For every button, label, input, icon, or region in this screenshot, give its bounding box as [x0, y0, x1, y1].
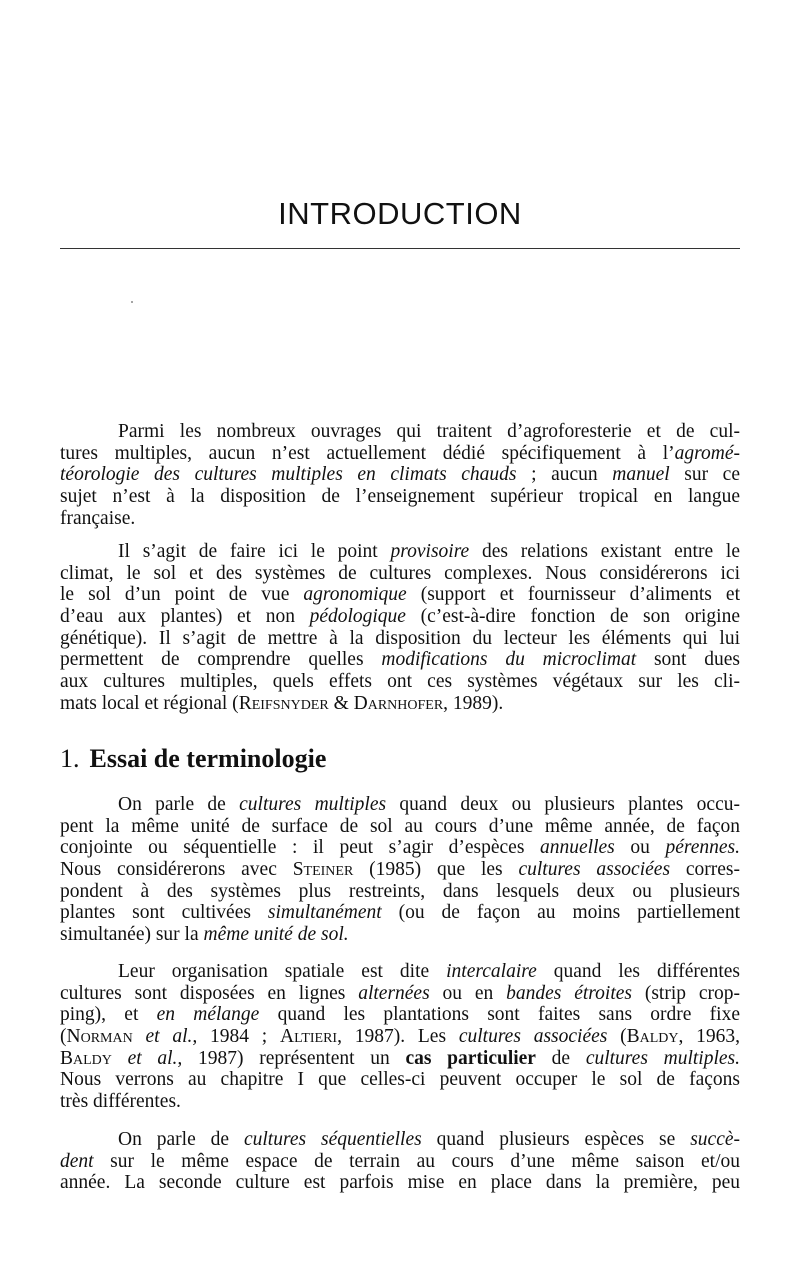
text-line	[60, 464, 740, 486]
author-name: Steiner	[292, 859, 354, 881]
text-run: On parle de	[118, 794, 240, 815]
text-line	[60, 541, 740, 563]
text-run: aux cultures multiples, quels effets ont ces systèmes végétaux sur les cli-	[60, 671, 740, 693]
text-run: plantes sont cultivées	[60, 902, 268, 924]
text-run: très différentes.	[60, 1091, 181, 1113]
text-run: simultanée) sur la	[60, 924, 204, 946]
text-run: quand les différentes	[536, 961, 740, 982]
text-line	[60, 421, 740, 443]
scan-speck	[131, 301, 133, 303]
text-run: ; aucun	[516, 464, 613, 486]
paragraph-terminology-2	[60, 961, 740, 1113]
text-run: On parle de	[118, 1129, 244, 1150]
text-run: d’eau aux plantes) et non	[60, 606, 310, 628]
text-run: tures multiples, aucun n’est actuellement dédié spécifiquement à l’	[60, 442, 675, 464]
italic-text: et al.,	[145, 1026, 198, 1048]
text-line	[60, 628, 740, 650]
text-run: permettent de comprendre quelles	[60, 649, 382, 671]
italic-text: agromé-	[674, 442, 740, 464]
text-line	[60, 649, 740, 671]
text-run: 1987) représentent un	[182, 1047, 406, 1069]
author-name: Baldy	[626, 1026, 679, 1048]
italic-text: et al.,	[127, 1047, 183, 1069]
section-heading	[60, 744, 326, 774]
text-run: française.	[60, 507, 136, 529]
text-run: cultures sont disposées en lignes	[60, 982, 359, 1004]
text-run: , 1989).	[443, 692, 504, 714]
text-run: (1985) que les	[353, 859, 519, 881]
author-name: Norman	[66, 1026, 133, 1048]
text-run: (ou de façon au moins partiellement	[381, 902, 740, 924]
section-number: 1.	[60, 744, 80, 773]
text-line	[60, 486, 740, 508]
text-run: (support et fournisseur d’aliments et	[406, 584, 740, 606]
paragraph-intro-1	[60, 421, 740, 529]
text-run: mats local et régional (	[60, 692, 239, 714]
text-run: conjointe ou séquentielle : il peut s’agir d’espèces	[60, 837, 541, 859]
text-line	[60, 1026, 740, 1048]
text-line	[60, 508, 740, 530]
italic-text: cultures multiples	[239, 794, 387, 815]
page-title: INTRODUCTION	[278, 196, 522, 231]
italic-text: simultanément	[267, 902, 382, 924]
text-line	[60, 902, 740, 924]
italic-text: succè-	[690, 1129, 741, 1150]
text-run: Nous verrons au chapitre I que celles-ci peuvent occuper le sol de façons	[60, 1069, 740, 1091]
text-line	[60, 1129, 740, 1151]
author-name: Baldy	[60, 1047, 112, 1069]
text-line	[60, 983, 740, 1005]
text-line	[60, 563, 740, 585]
text-line	[60, 584, 740, 606]
italic-text: dent	[60, 1150, 94, 1172]
bold-text: cas particulier	[405, 1047, 536, 1069]
italic-text: pédologique	[309, 606, 406, 628]
text-run: pent la même unité de surface de sol au cours d’une même année, de façon	[60, 815, 740, 837]
text-run: Nous considérerons avec	[60, 859, 293, 881]
italic-text: annuelles	[540, 837, 615, 859]
italic-text: cultures associées	[458, 1026, 608, 1048]
italic-text: provisoire	[390, 541, 470, 562]
text-run: corres-	[670, 859, 741, 881]
text-line	[60, 859, 740, 881]
text-run: , 1987). Les	[337, 1026, 459, 1048]
text-run	[133, 1026, 146, 1047]
text-run: quand plusieurs espèces se	[421, 1129, 691, 1150]
text-run: quand les plantations sont faites sans ordre fixe	[259, 1004, 740, 1026]
text-run: sujet n’est à la disposition de l’enseignement supérieur tropical en langue	[60, 486, 740, 508]
text-run: (strip crop-	[632, 982, 740, 1004]
text-run: génétique). Il s’agit de mettre à la disposition du lecteur les éléments qui lui	[60, 627, 740, 649]
text-run: climat, le sol et des systèmes de cultures complexes. Nous considérerons ici	[60, 562, 740, 584]
title-rule	[60, 248, 740, 249]
italic-text: agronomique	[303, 584, 407, 606]
italic-text: cultures multiples.	[585, 1047, 740, 1069]
text-run: Parmi les nombreux ouvrages qui traitent d’agroforesterie et de cul-	[118, 421, 740, 442]
text-run: &	[328, 692, 354, 714]
paragraph-terminology-1	[60, 794, 740, 946]
author-name: Darnhofer	[353, 692, 444, 714]
italic-text: pérennes.	[665, 837, 740, 859]
text-line	[60, 693, 740, 715]
text-run: sur le même espace de terrain au cours d’une même saison et/ou	[93, 1150, 740, 1172]
text-line	[60, 1151, 740, 1173]
author-name: Altieri	[279, 1026, 338, 1048]
text-line	[60, 794, 740, 816]
italic-text: alternées	[358, 982, 430, 1004]
italic-text: cultures associées	[518, 859, 671, 881]
text-run: Leur organisation spatiale est dite	[118, 961, 447, 982]
italic-text: intercalaire	[446, 961, 537, 982]
text-run	[112, 1048, 128, 1069]
text-run: (	[607, 1026, 627, 1048]
text-line	[60, 443, 740, 465]
text-run: pondent à des systèmes plus restreints, dans lesquels deux ou plusieurs	[60, 880, 740, 902]
text-run: ou	[614, 837, 666, 859]
text-run: , 1963,	[678, 1026, 741, 1048]
text-line	[60, 961, 740, 983]
italic-text: même unité de sol.	[203, 924, 349, 946]
text-line	[60, 1091, 740, 1113]
italic-text: cultures séquentielles	[243, 1129, 422, 1150]
italic-text: en mélange	[156, 1004, 260, 1026]
text-run: sont dues	[636, 649, 740, 671]
text-run: ping), et	[60, 1004, 157, 1026]
text-run: (	[60, 1026, 67, 1048]
section-title: Essai de terminologie	[89, 744, 327, 773]
italic-text: modifications du microclimat	[381, 649, 637, 671]
text-run: sur ce	[669, 464, 740, 486]
text-run: 1984 ;	[197, 1026, 280, 1048]
text-run: ou en	[429, 982, 507, 1004]
text-run: des relations existant entre le	[469, 541, 740, 562]
text-line	[60, 1172, 740, 1194]
text-line	[60, 1004, 740, 1026]
text-line	[60, 881, 740, 903]
text-run: quand deux ou plusieurs plantes occu-	[386, 794, 740, 815]
text-line	[60, 671, 740, 693]
text-line	[60, 606, 740, 628]
text-run: de	[535, 1047, 586, 1069]
author-name: Reifsnyder	[238, 692, 329, 714]
text-line	[60, 924, 740, 946]
italic-text: bandes étroites	[506, 982, 632, 1004]
text-run: (c’est-à-dire fonction de son origine	[405, 606, 740, 628]
text-line	[60, 1048, 740, 1070]
paragraph-intro-2	[60, 541, 740, 715]
text-run: année. La seconde culture est parfois mise en place dans la première, peu	[60, 1172, 740, 1194]
text-run: le sol d’un point de vue	[60, 584, 304, 606]
text-line	[60, 816, 740, 838]
italic-text: téorologie des cultures multiples en climats chauds	[60, 464, 517, 486]
italic-text: manuel	[612, 464, 670, 486]
text-line	[60, 837, 740, 859]
text-line	[60, 1069, 740, 1091]
text-run: Il s’agit de faire ici le point	[118, 541, 391, 562]
paragraph-terminology-3	[60, 1129, 740, 1194]
